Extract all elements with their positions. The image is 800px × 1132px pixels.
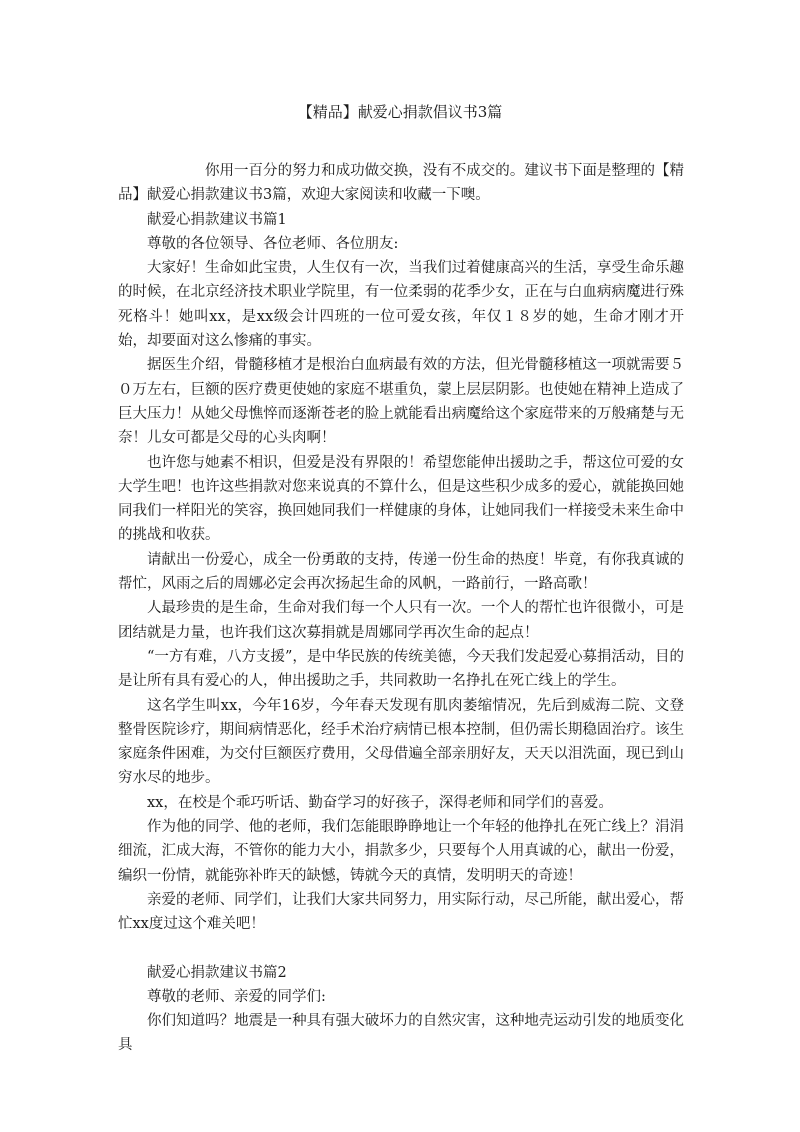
section-1-paragraph: 人最珍贵的是生命，生命对我们每一个人只有一次。一个人的帮忙也许很微小，可是团结就是力量，也许我们这次募捐就是周娜同学再次生命的起点！ xyxy=(118,600,684,641)
section-2-heading: 献爱心捐款建议书篇2 xyxy=(147,964,287,981)
section-1-paragraph: 据医生介绍，骨髓移植才是根治白血病最有效的方法，但光骨髓移植这一项就需要５０万左右，巨额的医疗费更使她的家庭不堪重负，蒙上层层阴影。也使她在精神上造成了巨大压力！从她父母憔悴而逐渐苍老的脸上就能看出病魔给这个家庭带来的万般痛楚与无奈！儿女可都是父母的心头肉啊！ xyxy=(118,357,684,447)
section-1-paragraph: 大家好！生命如此宝贵，人生仅有一次，当我们过着健康高兴的生活，享受生命乐趣的时候，在北京经济技术职业学院里，有一位柔弱的花季少女，正在与白血病病魔进行殊死格斗！她叫xx，是xx级会计四班的一位可爱女孩，年仅１８岁的她，生命才刚才开始，却要面对这么惨痛的事实。 xyxy=(118,260,684,350)
section-1-paragraph: 也许您与她素不相识，但爱是没有界限的！希望您能伸出援助之手，帮这位可爱的女大学生吧！也许这些捐款对您来说真的不算什么，但是这些积少成多的爱心，就能换回她同我们一样阳光的笑容，换回她同我们一样健康的身体，让她同我们一样接受未来生命中的挑战和收获。 xyxy=(118,454,684,544)
section-1-paragraph: “一方有难，八方支援”，是中华民族的传统美德，今天我们发起爱心募捐活动，目的是让所有具有爱心的人，伸出援助之手，共同救助一名挣扎在死亡线上的学生。 xyxy=(118,648,684,690)
section-1-salutation: 尊敬的各位领导、各位老师、各位朋友: xyxy=(147,235,399,252)
section-1-paragraph: 这名学生叫xx，今年16岁，今年春天发现有肌肉萎缩情况，先后到威海二院、文登整骨医院诊疗，期间病情恶化，经手术治疗病情已根本控制，但仍需长期稳固治疗。该生家庭条件困难，为交付巨额医疗费用，父母借遍全部亲朋好友，天天以泪洗面，现已到山穷水尽的地步。 xyxy=(118,697,684,787)
document-title: 【精品】献爱心捐款倡议书3篇 xyxy=(297,103,503,121)
section-1-paragraph: xx，在校是个乖巧听话、勤奋学习的好孩子，深得老师和同学们的喜爱。 xyxy=(147,794,613,811)
intro-paragraph: 你用一百分的努力和成功做交换，没有不成交的。建议书下面是整理的【精品】献爱心捐款建议书3篇，欢迎大家阅读和收藏一下噢。 xyxy=(118,163,684,204)
section-1-paragraph: 作为他的同学、他的老师，我们怎能眼睁睁地让一个年轻的他挣扎在死亡线上？涓涓细流，汇成大海，不管你的能力大小，捐款多少，只要每个人用真诚的心，献出一份爱，编织一份情，就能弥补昨天的缺憾，铸就今天的真情，发明明天的奇迹！ xyxy=(118,819,684,884)
section-1-paragraph: 请献出一份爱心，成全一份勇敢的支持，传递一份生命的热度！毕竟，有你我真诚的帮忙，风雨之后的周娜必定会再次扬起生命的风帆，一路前行，一路高歌！ xyxy=(118,551,684,593)
section-1-heading: 献爱心捐款建议书篇1 xyxy=(147,211,287,228)
section-2-paragraph: 你们知道吗？地震是一种具有强大破坏力的自然灾害，这种地壳运动引发的地质变化具 xyxy=(118,1013,684,1054)
section-2-salutation: 尊敬的老师、亲爱的同学们: xyxy=(147,988,326,1005)
document-body xyxy=(118,159,684,1058)
section-1-paragraph: 亲爱的老师、同学们，让我们大家共同努力，用实际行动，尽己所能，献出爱心，帮忙xx度过这个难关吧！ xyxy=(118,891,684,933)
